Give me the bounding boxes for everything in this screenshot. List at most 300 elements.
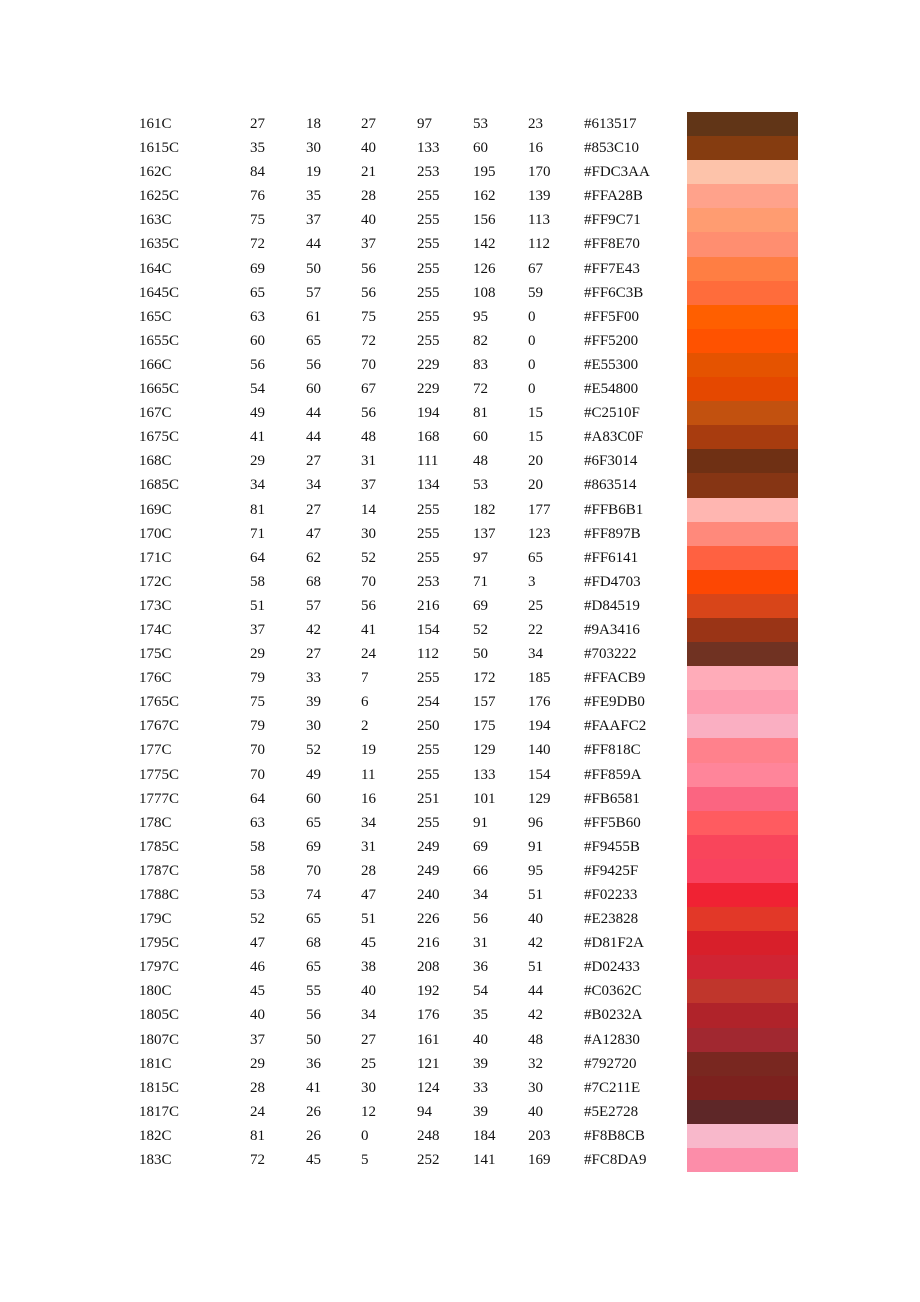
green-value: 129 bbox=[473, 742, 496, 759]
magenta-value: 47 bbox=[306, 525, 321, 542]
color-row bbox=[139, 546, 799, 570]
color-row bbox=[139, 618, 799, 642]
cyan-value: 29 bbox=[250, 646, 265, 663]
hex-value: #853C10 bbox=[584, 140, 640, 157]
green-value: 72 bbox=[473, 381, 488, 398]
blue-value: 0 bbox=[528, 381, 536, 398]
green-value: 66 bbox=[473, 862, 488, 879]
hex-value: #FD4703 bbox=[584, 573, 641, 590]
red-value: 133 bbox=[417, 140, 440, 157]
cyan-value: 58 bbox=[250, 838, 265, 855]
yellow-value: 51 bbox=[361, 911, 376, 928]
yellow-value: 56 bbox=[361, 405, 376, 422]
color-row bbox=[139, 305, 799, 329]
hex-value: #9A3416 bbox=[584, 621, 640, 638]
color-row bbox=[139, 208, 799, 232]
blue-value: 16 bbox=[528, 140, 543, 157]
cyan-value: 71 bbox=[250, 525, 265, 542]
magenta-value: 52 bbox=[306, 742, 321, 759]
magenta-value: 35 bbox=[306, 188, 321, 205]
color-swatch bbox=[687, 763, 798, 787]
green-value: 71 bbox=[473, 573, 488, 590]
pantone-code: 178C bbox=[139, 814, 172, 831]
color-row bbox=[139, 425, 799, 449]
pantone-code: 1805C bbox=[139, 1007, 180, 1024]
magenta-value: 37 bbox=[306, 212, 321, 229]
yellow-value: 48 bbox=[361, 429, 376, 446]
hex-value: #A83C0F bbox=[584, 429, 644, 446]
color-row bbox=[139, 883, 799, 907]
green-value: 142 bbox=[473, 236, 496, 253]
green-value: 126 bbox=[473, 260, 496, 277]
yellow-value: 25 bbox=[361, 1055, 376, 1072]
color-row bbox=[139, 955, 799, 979]
blue-value: 15 bbox=[528, 405, 543, 422]
pantone-code: 161C bbox=[139, 116, 172, 132]
cyan-value: 64 bbox=[250, 790, 265, 807]
pantone-code: 175C bbox=[139, 646, 172, 663]
color-swatch bbox=[687, 401, 798, 425]
red-value: 249 bbox=[417, 838, 440, 855]
hex-value: #FF818C bbox=[584, 742, 641, 759]
pantone-code: 169C bbox=[139, 501, 172, 518]
color-row bbox=[139, 112, 799, 136]
cyan-value: 58 bbox=[250, 862, 265, 879]
yellow-value: 40 bbox=[361, 983, 376, 1000]
yellow-value: 56 bbox=[361, 284, 376, 301]
green-value: 82 bbox=[473, 332, 488, 349]
pantone-code: 1655C bbox=[139, 332, 180, 349]
color-swatch bbox=[687, 498, 798, 522]
color-row bbox=[139, 787, 799, 811]
yellow-value: 52 bbox=[361, 549, 376, 566]
green-value: 56 bbox=[473, 911, 488, 928]
yellow-value: 14 bbox=[361, 501, 376, 518]
color-row bbox=[139, 1028, 799, 1052]
magenta-value: 70 bbox=[306, 862, 321, 879]
magenta-value: 30 bbox=[306, 718, 321, 735]
red-value: 255 bbox=[417, 212, 440, 229]
red-value: 255 bbox=[417, 670, 440, 687]
red-value: 216 bbox=[417, 935, 440, 952]
cyan-value: 51 bbox=[250, 597, 265, 614]
color-row bbox=[139, 1124, 799, 1148]
pantone-code: 165C bbox=[139, 308, 172, 325]
blue-value: 112 bbox=[528, 236, 550, 253]
color-swatch bbox=[687, 208, 798, 232]
pantone-code: 182C bbox=[139, 1127, 172, 1144]
red-value: 252 bbox=[417, 1152, 440, 1169]
magenta-value: 26 bbox=[306, 1127, 321, 1144]
cyan-value: 64 bbox=[250, 549, 265, 566]
yellow-value: 16 bbox=[361, 790, 376, 807]
yellow-value: 24 bbox=[361, 646, 376, 663]
hex-value: #F9455B bbox=[584, 838, 640, 855]
red-value: 255 bbox=[417, 814, 440, 831]
red-value: 134 bbox=[417, 477, 440, 494]
pantone-code: 171C bbox=[139, 549, 172, 566]
blue-value: 42 bbox=[528, 1007, 543, 1024]
magenta-value: 69 bbox=[306, 838, 321, 855]
cyan-value: 37 bbox=[250, 1031, 265, 1048]
color-swatch bbox=[687, 859, 798, 883]
pantone-code: 1775C bbox=[139, 766, 180, 783]
blue-value: 48 bbox=[528, 1031, 543, 1048]
blue-value: 170 bbox=[528, 164, 551, 181]
cyan-value: 81 bbox=[250, 501, 265, 518]
red-value: 112 bbox=[417, 646, 439, 663]
color-row bbox=[139, 160, 799, 184]
green-value: 50 bbox=[473, 646, 488, 663]
color-row bbox=[139, 979, 799, 1003]
green-value: 175 bbox=[473, 718, 496, 735]
color-row bbox=[139, 570, 799, 594]
yellow-value: 0 bbox=[361, 1127, 369, 1144]
hex-value: #FDC3AA bbox=[584, 164, 650, 181]
green-value: 54 bbox=[473, 983, 488, 1000]
red-value: 176 bbox=[417, 1007, 440, 1024]
red-value: 255 bbox=[417, 549, 440, 566]
red-value: 229 bbox=[417, 381, 440, 398]
pantone-code: 181C bbox=[139, 1055, 172, 1072]
pantone-code: 1785C bbox=[139, 838, 180, 855]
blue-value: 40 bbox=[528, 911, 543, 928]
hex-value: #F02233 bbox=[584, 887, 638, 903]
hex-value: #863514 bbox=[584, 477, 637, 494]
color-row bbox=[139, 690, 799, 714]
yellow-value: 40 bbox=[361, 140, 376, 157]
yellow-value: 19 bbox=[361, 742, 376, 759]
red-value: 255 bbox=[417, 525, 440, 542]
magenta-value: 65 bbox=[306, 332, 321, 349]
magenta-value: 42 bbox=[306, 621, 321, 638]
magenta-value: 34 bbox=[306, 477, 321, 494]
blue-value: 65 bbox=[528, 549, 543, 566]
color-swatch bbox=[687, 377, 798, 401]
pantone-code: 1815C bbox=[139, 1079, 180, 1096]
color-row bbox=[139, 714, 799, 738]
pantone-code: 164C bbox=[139, 260, 172, 277]
hex-value: #FF897B bbox=[584, 525, 641, 542]
pantone-code: 1645C bbox=[139, 284, 180, 301]
blue-value: 20 bbox=[528, 453, 543, 470]
blue-value: 177 bbox=[528, 501, 551, 518]
pantone-code: 177C bbox=[139, 742, 172, 759]
pantone-code: 1635C bbox=[139, 236, 180, 253]
magenta-value: 44 bbox=[306, 405, 321, 422]
pantone-code: 1817C bbox=[139, 1103, 180, 1120]
yellow-value: 31 bbox=[361, 838, 376, 855]
green-value: 162 bbox=[473, 188, 496, 205]
red-value: 121 bbox=[417, 1055, 440, 1072]
cyan-value: 49 bbox=[250, 405, 265, 422]
hex-value: #FFA28B bbox=[584, 188, 643, 205]
color-swatch bbox=[687, 449, 798, 473]
color-swatch bbox=[687, 1100, 798, 1124]
yellow-value: 27 bbox=[361, 1031, 376, 1048]
hex-value: #FAAFC2 bbox=[584, 718, 647, 735]
blue-value: 95 bbox=[528, 862, 543, 879]
blue-value: 25 bbox=[528, 597, 543, 614]
cyan-value: 70 bbox=[250, 766, 265, 783]
magenta-value: 39 bbox=[306, 694, 321, 711]
cyan-value: 24 bbox=[250, 1103, 265, 1120]
green-value: 91 bbox=[473, 814, 488, 831]
color-swatch bbox=[687, 1052, 798, 1076]
cyan-value: 60 bbox=[250, 332, 265, 349]
hex-value: #FE9DB0 bbox=[584, 694, 645, 711]
magenta-value: 62 bbox=[306, 549, 321, 566]
color-swatch bbox=[687, 281, 798, 305]
yellow-value: 38 bbox=[361, 959, 376, 976]
green-value: 157 bbox=[473, 694, 496, 711]
blue-value: 15 bbox=[528, 429, 543, 446]
green-value: 33 bbox=[473, 1079, 488, 1096]
green-value: 53 bbox=[473, 116, 488, 132]
hex-value: #5E2728 bbox=[584, 1103, 639, 1120]
color-swatch bbox=[687, 931, 798, 955]
cyan-value: 47 bbox=[250, 935, 265, 952]
magenta-value: 65 bbox=[306, 959, 321, 976]
cyan-value: 56 bbox=[250, 356, 265, 373]
blue-value: 67 bbox=[528, 260, 543, 277]
color-row bbox=[139, 136, 799, 160]
color-swatch bbox=[687, 979, 798, 1003]
yellow-value: 75 bbox=[361, 308, 376, 325]
blue-value: 59 bbox=[528, 284, 543, 301]
green-value: 69 bbox=[473, 838, 488, 855]
cyan-value: 63 bbox=[250, 814, 265, 831]
color-swatch bbox=[687, 1148, 798, 1172]
color-swatch bbox=[687, 546, 798, 570]
cyan-value: 27 bbox=[250, 116, 265, 132]
yellow-value: 56 bbox=[361, 597, 376, 614]
color-row bbox=[139, 931, 799, 955]
green-value: 81 bbox=[473, 405, 488, 422]
red-value: 226 bbox=[417, 911, 440, 928]
blue-value: 123 bbox=[528, 525, 551, 542]
red-value: 97 bbox=[417, 116, 432, 132]
color-row bbox=[139, 377, 799, 401]
pantone-code: 1777C bbox=[139, 790, 180, 807]
blue-value: 42 bbox=[528, 935, 543, 952]
blue-value: 40 bbox=[528, 1103, 543, 1120]
color-swatch bbox=[687, 690, 798, 714]
pantone-code: 183C bbox=[139, 1152, 172, 1169]
color-swatch bbox=[687, 522, 798, 546]
hex-value: #613517 bbox=[584, 116, 637, 132]
cyan-value: 29 bbox=[250, 453, 265, 470]
yellow-value: 31 bbox=[361, 453, 376, 470]
yellow-value: 5 bbox=[361, 1152, 369, 1169]
pantone-code: 1665C bbox=[139, 381, 180, 398]
cyan-value: 41 bbox=[250, 429, 265, 446]
color-swatch bbox=[687, 232, 798, 256]
cyan-value: 70 bbox=[250, 742, 265, 759]
blue-value: 0 bbox=[528, 308, 536, 325]
green-value: 39 bbox=[473, 1103, 488, 1120]
hex-value: #FF5B60 bbox=[584, 814, 641, 831]
hex-value: #6F3014 bbox=[584, 453, 638, 470]
hex-value: #D84519 bbox=[584, 597, 640, 614]
yellow-value: 2 bbox=[361, 718, 369, 735]
green-value: 36 bbox=[473, 959, 488, 976]
green-value: 172 bbox=[473, 670, 496, 687]
magenta-value: 49 bbox=[306, 766, 321, 783]
hex-value: #C2510F bbox=[584, 405, 640, 422]
magenta-value: 55 bbox=[306, 983, 321, 1000]
yellow-value: 6 bbox=[361, 694, 369, 711]
magenta-value: 68 bbox=[306, 573, 321, 590]
green-value: 184 bbox=[473, 1127, 496, 1144]
red-value: 161 bbox=[417, 1031, 440, 1048]
hex-value: #FB6581 bbox=[584, 790, 640, 807]
color-swatch bbox=[687, 907, 798, 931]
magenta-value: 44 bbox=[306, 429, 321, 446]
green-value: 133 bbox=[473, 766, 496, 783]
hex-value: #FF859A bbox=[584, 766, 642, 783]
hex-value: #FC8DA9 bbox=[584, 1152, 647, 1169]
hex-value: #7C211E bbox=[584, 1079, 641, 1096]
yellow-value: 7 bbox=[361, 670, 369, 687]
hex-value: #FF5F00 bbox=[584, 308, 640, 325]
green-value: 31 bbox=[473, 935, 488, 952]
red-value: 111 bbox=[417, 453, 439, 470]
color-row bbox=[139, 257, 799, 281]
magenta-value: 57 bbox=[306, 597, 321, 614]
color-swatch bbox=[687, 618, 798, 642]
yellow-value: 40 bbox=[361, 212, 376, 229]
green-value: 195 bbox=[473, 164, 496, 181]
red-value: 255 bbox=[417, 742, 440, 759]
pantone-code: 179C bbox=[139, 911, 172, 928]
yellow-value: 37 bbox=[361, 477, 376, 494]
red-value: 253 bbox=[417, 573, 440, 590]
cyan-value: 75 bbox=[250, 694, 265, 711]
color-swatch bbox=[687, 329, 798, 353]
pantone-code: 162C bbox=[139, 164, 172, 181]
green-value: 48 bbox=[473, 453, 488, 470]
hex-value: #703222 bbox=[584, 646, 637, 663]
yellow-value: 56 bbox=[361, 260, 376, 277]
blue-value: 23 bbox=[528, 116, 543, 132]
color-swatch bbox=[687, 1028, 798, 1052]
magenta-value: 50 bbox=[306, 1031, 321, 1048]
cyan-value: 81 bbox=[250, 1127, 265, 1144]
color-row bbox=[139, 763, 799, 787]
magenta-value: 26 bbox=[306, 1103, 321, 1120]
cyan-value: 75 bbox=[250, 212, 265, 229]
cyan-value: 52 bbox=[250, 911, 265, 928]
color-row bbox=[139, 473, 799, 497]
pantone-code: 170C bbox=[139, 525, 172, 542]
yellow-value: 72 bbox=[361, 332, 376, 349]
pantone-code: 1787C bbox=[139, 862, 180, 879]
magenta-value: 65 bbox=[306, 911, 321, 928]
color-swatch bbox=[687, 570, 798, 594]
cyan-value: 84 bbox=[250, 164, 265, 181]
yellow-value: 70 bbox=[361, 573, 376, 590]
color-row bbox=[139, 498, 799, 522]
yellow-value: 27 bbox=[361, 116, 376, 132]
blue-value: 51 bbox=[528, 959, 543, 976]
blue-value: 169 bbox=[528, 1152, 551, 1169]
color-row bbox=[139, 329, 799, 353]
yellow-value: 37 bbox=[361, 236, 376, 253]
green-value: 60 bbox=[473, 140, 488, 157]
color-swatch bbox=[687, 112, 798, 136]
color-row bbox=[139, 184, 799, 208]
red-value: 253 bbox=[417, 164, 440, 181]
blue-value: 140 bbox=[528, 742, 551, 759]
yellow-value: 67 bbox=[361, 381, 376, 398]
magenta-value: 50 bbox=[306, 260, 321, 277]
color-swatch bbox=[687, 305, 798, 329]
magenta-value: 44 bbox=[306, 236, 321, 253]
blue-value: 185 bbox=[528, 670, 551, 687]
yellow-value: 34 bbox=[361, 814, 376, 831]
yellow-value: 47 bbox=[361, 887, 376, 903]
green-value: 137 bbox=[473, 525, 496, 542]
red-value: 254 bbox=[417, 694, 440, 711]
color-row bbox=[139, 353, 799, 377]
color-swatch bbox=[687, 738, 798, 762]
blue-value: 194 bbox=[528, 718, 551, 735]
cyan-value: 58 bbox=[250, 573, 265, 590]
cyan-value: 79 bbox=[250, 670, 265, 687]
color-row bbox=[139, 522, 799, 546]
pantone-code: 1685C bbox=[139, 477, 180, 494]
hex-value: #792720 bbox=[584, 1055, 637, 1072]
color-row bbox=[139, 1052, 799, 1076]
color-swatch bbox=[687, 136, 798, 160]
cyan-value: 40 bbox=[250, 1007, 265, 1024]
cyan-value: 63 bbox=[250, 308, 265, 325]
green-value: 35 bbox=[473, 1007, 488, 1024]
red-value: 249 bbox=[417, 862, 440, 879]
color-swatch bbox=[687, 955, 798, 979]
hex-value: #B0232A bbox=[584, 1007, 643, 1024]
hex-value: #F9425F bbox=[584, 862, 639, 879]
color-row bbox=[139, 1148, 799, 1172]
cyan-value: 54 bbox=[250, 381, 265, 398]
color-row bbox=[139, 594, 799, 618]
color-swatch bbox=[687, 353, 798, 377]
red-value: 255 bbox=[417, 308, 440, 325]
magenta-value: 45 bbox=[306, 1152, 321, 1169]
red-value: 255 bbox=[417, 501, 440, 518]
color-row bbox=[139, 1100, 799, 1124]
cyan-value: 79 bbox=[250, 718, 265, 735]
magenta-value: 56 bbox=[306, 356, 321, 373]
magenta-value: 41 bbox=[306, 1079, 321, 1096]
cyan-value: 28 bbox=[250, 1079, 265, 1096]
hex-value: #FFACB9 bbox=[584, 670, 646, 687]
color-row bbox=[139, 1003, 799, 1027]
color-swatch bbox=[687, 714, 798, 738]
green-value: 101 bbox=[473, 790, 496, 807]
color-swatch bbox=[687, 883, 798, 907]
cyan-value: 72 bbox=[250, 236, 265, 253]
hex-value: #A12830 bbox=[584, 1031, 640, 1048]
color-swatch bbox=[687, 594, 798, 618]
red-value: 168 bbox=[417, 429, 440, 446]
green-value: 40 bbox=[473, 1031, 488, 1048]
pantone-code: 1675C bbox=[139, 429, 180, 446]
blue-value: 32 bbox=[528, 1055, 543, 1072]
green-value: 83 bbox=[473, 356, 488, 373]
magenta-value: 65 bbox=[306, 814, 321, 831]
